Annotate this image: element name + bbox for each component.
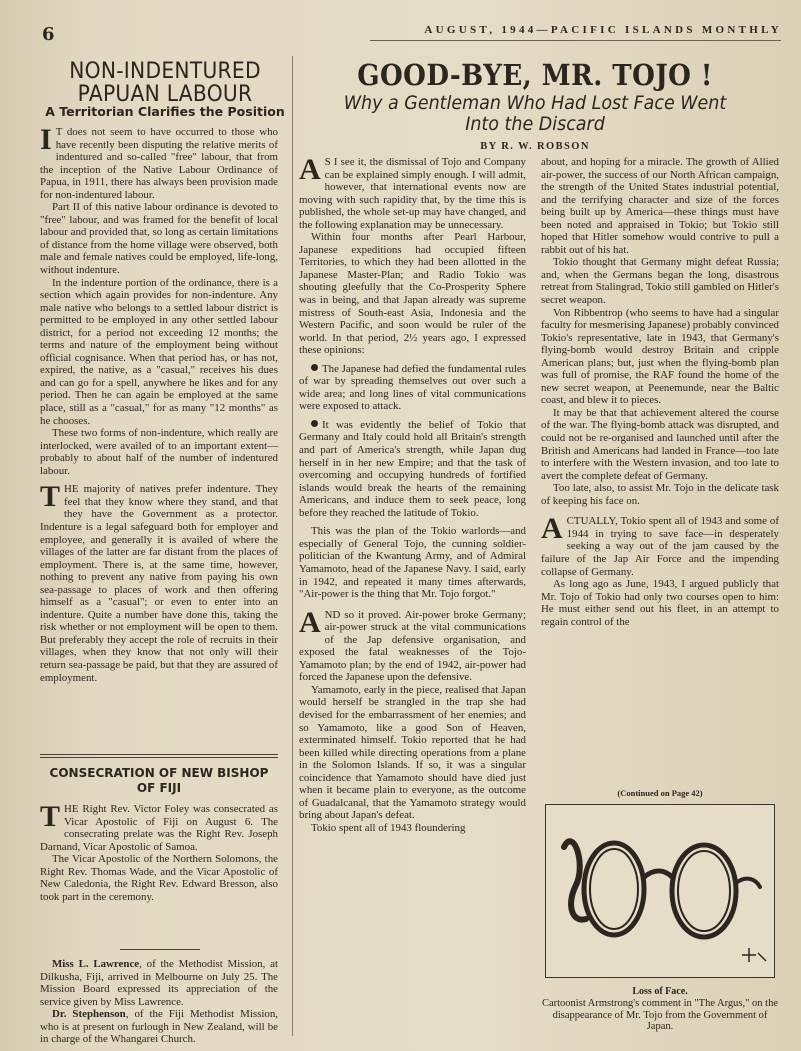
cartoon-drawing [546,805,774,977]
main-subhead [319,93,751,135]
main-bullet: The Japanese had defied the fundamental rules of war by spreading themselves out over such a wide area; and long lines of vital communications were exposed to attack. [299,362,526,413]
main-paragraph: about, and hoping for a miracle. The growth of Allied air-power, the success of our North African campaign, the strength of the United States industrial potential, and the terrifying character and size of the forces being built up by America—these things must have been noted and appraised in Tokio; but Tokio still hoped that Hitler somehow would contrive to pull a rabbit out of his hat. [541,156,779,256]
fiji-paragraph: The Vicar Apostolic of the Northern Solomons, the Right Rev. Thomas Wade, and the Vicar Apostolic of New Caledonia, the Right Rev. Edward Bresson, also took part in the ceremony. [40,853,278,903]
fiji-paragraph: THE Right Rev. Victor Foley was consecrated as Vicar Apostolic of Fiji on August 6. The consecrating prelate was the Right Rev. Joseph Darnand, Vicar Apostolic of Samoa. [40,800,278,853]
note-paragraph: Dr. Stephenson, of the Fiji Methodist Mission, who is at present on furlough in New Zealand, will be in charge of the Whangarei Church. [40,1008,279,1046]
fiji-article-body [40,800,278,943]
page-number: 6 [42,24,55,45]
left-article-body [40,123,278,746]
main-paragraph: AND so it proved. Air-power broke Germany; air-power struck at the vital communications of the Jap defensive organisation, and exposed the fatal weaknesses of the Tojo-Yamamoto plan; by the end of 1942, air-power had forced the Japanese upon the defensive. [299,605,526,684]
left-headline-line2: PAPUAN LABOUR [77,82,253,107]
running-head: AUGUST, 1944—PACIFIC ISLANDS MONTHLY [424,24,782,36]
drop-cap: T [40,800,61,833]
main-article-column-1 [299,153,526,1034]
notes-divider [120,949,200,950]
header-rule [370,40,781,41]
left-paragraph: In the indenture portion of the ordinance, there is a section which again provides for non-indenture. Any male native who belongs to a settled labour district is permitted to be employed in any other settled labour district, for a period not exceeding 12 months; the terms and nature of the employment being without official cognisance. When that period has, or has not, expired, the native, as a "casual," receives his dues and can go for a spell, anywhere he likes and for any period. Then he can again be employed at the same place, still as a "casual," for as many "12 months" as he chooses. [40,276,278,427]
main-paragraph: This was the plan of the Tokio warlords—and especially of General Tojo, the cunning soldier-politician of the Kwantung Army, and of Admiral Yamamoto, head of the Japanese Navy. I said, early in 1942, and repeated it many times afterwards, "Air-power is the thing that Mr. Tojo forgot." [299,525,526,601]
drop-cap: I [40,123,52,156]
section-divider [40,754,278,758]
main-paragraph: As long ago as June, 1943, I argued publicly that Mr. Tojo of Tokio had only two courses open to him: He must either send out his fleet, in an attempt to regain control of the [541,578,779,628]
main-paragraph: Tokio thought that Germany might defeat Russia; and, when the Germans began the long, disastrous retreat from Stalingrad, Tokio still gambled on Hitler's secret weapon. [541,256,779,307]
left-headline [50,60,280,106]
main-headline: GOOD-BYE, MR. TOJO ! [357,58,713,92]
main-paragraph: A S I see it, the dismissal of Tojo and Company can be explained simply enough. I will admit, however, that international events now are moving with such rapidity that, by the time this is published, the whole set-up may have changed, and the following explanation may be unnecessary. [299,153,526,231]
main-article-column-2 [541,156,779,806]
left-paragraph: THE majority of natives prefer indenture. They feel that they know where they stand, and that they have the Government as a protector. Indenture is a legal safeguard both for employer and employee, and generally it is availed of where the villages of the latter are far distant from the places of employment. There is, at the same time, however, nothing to prevent any native from paying his own sea-passage to places of work and then offering himself as a "casual"; or even to enter into an indenture. Quite a number have done this, taking the risk whether or not employment will be open to them. But preferably they accept the role of recruits in their villages, when they know that not only will their return sea-passage be paid, but that they are assured of employment. [40,480,278,684]
main-paragraph: Tokio spent all of 1943 floundering [311,821,466,834]
main-paragraph: Within four months after Pearl Harbour, Japanese expeditions had occupied fifteen Territories, to which they had been allotted in the Japanese Master-Plan; and Radio Tokio was shouting gleefully that the Co-Prosperity Sphere was in being, and that Japan already was supreme mistress of South-east Asia, Indonesia and the Western Pacific, and soon would be ruler of the world. In that period, 2½ years ago, I expressed these opinions: [299,231,526,357]
bullet-icon [311,364,318,371]
continued-note: (Continued on Page 42) [617,788,703,798]
main-paragraph: Too late, also, to assist Mr. Tojo in the delicate task of keeping his face on. [541,482,779,507]
drop-cap: A [541,512,563,546]
main-paragraph: It may be that that achievement altered the course of the war. The flying-bomb attack was disrupted, and could not be re-organised and launched until after the British and Americans had landed in France—too late to interfere with the Western invasion, and too late to avert the complete defeat of Germany. [541,406,779,482]
byline: BY R. W. ROBSON [480,141,590,152]
main-paragraph: Von Ribbentrop (who seems to have had a singular faculty for mesmerising Japanese) probably convinced Tokio's representative, late in 1943, that Germany's flying-bomb would destroy Britain and cripple American plans; but, just when the flying-bomb plan was full of promise, the RAF found the home of the new secret weapon, at Peenemunde, near the Baltic coast, and blew it to pieces. [541,306,779,407]
main-subhead-line1: Why a Gentleman Who Had Lost Face Went [343,92,727,114]
column-rule [292,56,293,1036]
left-paragraph: I T does not seem to have occurred to those who have recently been disputing the relative merits of indentured and so-called "free" labour, that from the inception of the Native Labour Ordinance of Papua, in 1911, there has always been provision made for non-indentured labour. [40,123,278,201]
main-paragraph: Yamamoto, early in the piece, realised that Japan would herself be strangled in the trap she had devised for the embarrassment of her enemies; and so Yamamoto, like a good Son of Heaven, exterminated himself. Tokio reported that he had been killed while directing operations from a plane in the Solomon Islands. If so, it was a singular coincidence that Yamamoto should have died just when it became plain to everyone, as the outcome of Guadalcanal, that the Yamamoto strategy would bring about Japan's defeat. [299,683,526,822]
main-subhead-line2: Into the Discard [465,113,605,135]
cartoon-caption: Cartoonist Armstrong's comment in "The Argus," on the disappearance of Mr. Tojo from the Government of Japan. [541,998,778,1032]
left-subhead: A Territorian Clarifies the Position [45,104,285,119]
drop-cap: T [40,480,61,514]
cartoon-title: Loss of Face. [632,986,688,997]
drop-cap: A [299,605,321,639]
left-headline-line1: NON-INDENTURED [69,59,261,84]
drop-cap: A [299,153,321,186]
left-paragraph: These two forms of non-indenture, which really are interlocked, were availed of to an important extent—probably to about half of the number of indentured labour. [40,427,278,477]
cartoon-image [545,804,775,978]
mission-notes [40,958,279,1046]
note-paragraph: Miss L. Lawrence, of the Methodist Mission, at Dilkusha, Fiji, arrived in Melbourne on July 25. The Mission Board expressed its appreciation of the service given by Miss Lawrence. [40,958,278,1008]
main-bullet: It was evidently the belief of Tokio that Germany and Italy could hold all Britain's strength and part of America's strength, while Japan dug herself in in her new Empire; and that the task of overcoming and occupying hundreds of fortified islands would break the hearts of the remaining Americans, and induce them to seek peace, long before they reached the latitude of Tokio. [299,418,526,519]
left-paragraph: Part II of this native labour ordinance is devoted to "free" labour, and was framed for the benefit of local labour and provided that, so long as certain limitations of distance from the home village were observed, both male and female natives could be employed, life-long, without indenture. [40,201,278,277]
main-paragraph: ACTUALLY, Tokio spent all of 1943 and some of 1944 in trying to save face—in desperately seeking a way out of the jam caused by the failure of the Jap Air Force and the impending collapse of Germany. [541,512,779,578]
bullet-icon [311,420,318,427]
fiji-headline: CONSECRATION OF NEW BISHOP OF FIJI [49,766,269,795]
